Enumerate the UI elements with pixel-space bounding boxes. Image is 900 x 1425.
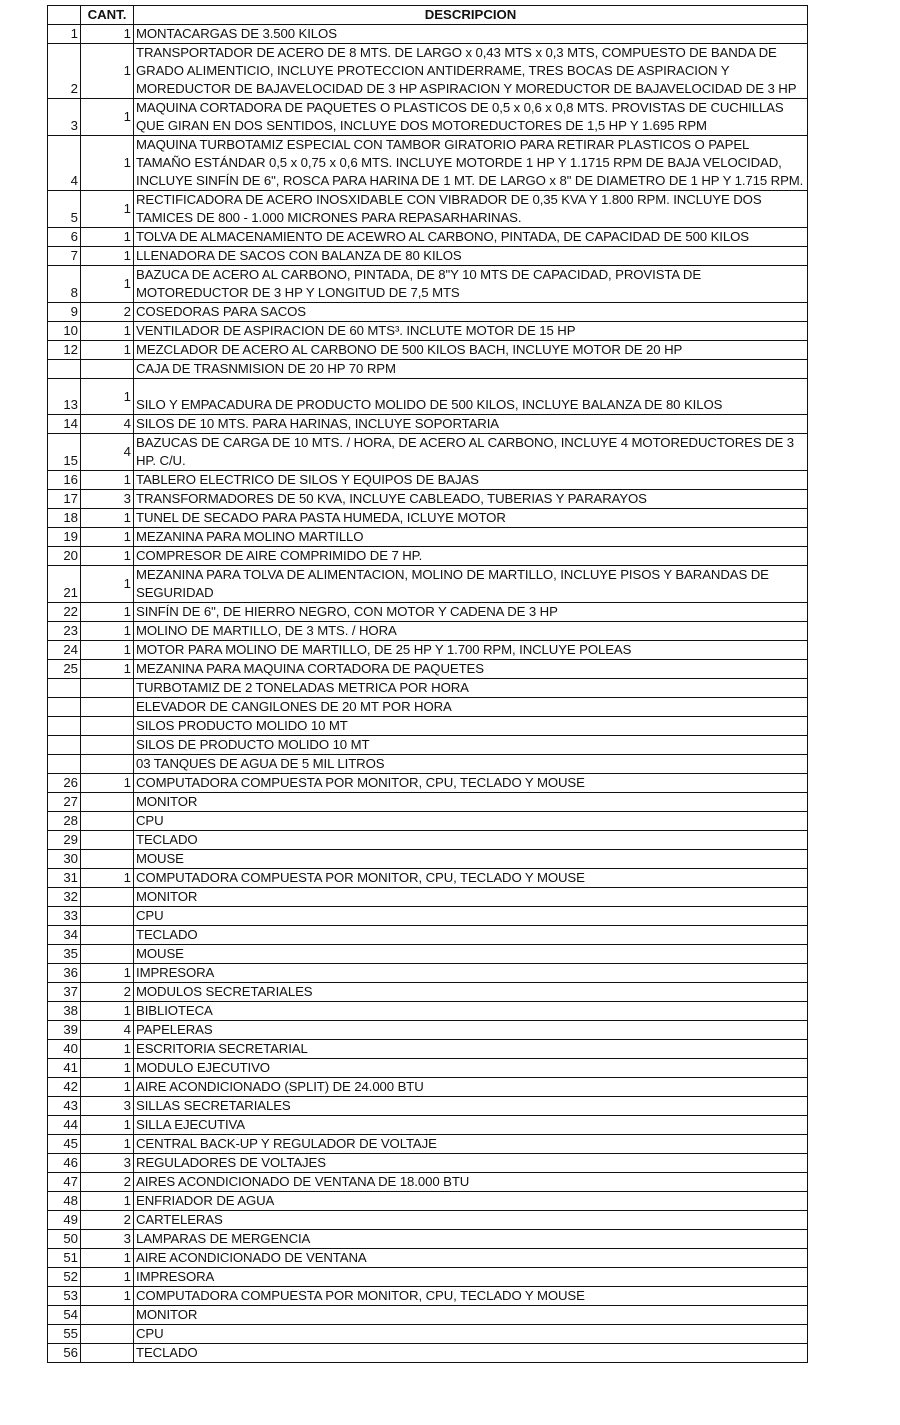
row-description: LAMPARAS DE MERGENCIA — [134, 1230, 808, 1249]
table-row — [48, 1173, 808, 1192]
header-num — [48, 6, 81, 25]
table-row — [48, 869, 808, 888]
row-description: SILLAS SECRETARIALES — [134, 1097, 808, 1116]
row-description: TURBOTAMIZ DE 2 TONELADAS METRICA POR HORA — [134, 679, 808, 698]
row-quantity: 1 — [81, 136, 134, 191]
row-number: 40 — [48, 1040, 81, 1059]
table-row — [48, 603, 808, 622]
row-description: TOLVA DE ALMACENAMIENTO DE ACEWRO AL CARBONO, PINTADA, DE CAPACIDAD DE 500 KILOS — [134, 228, 808, 247]
table-row — [48, 964, 808, 983]
table-row — [48, 774, 808, 793]
row-number: 32 — [48, 888, 81, 907]
row-quantity: 1 — [81, 25, 134, 44]
row-description: REGULADORES DE VOLTAJES — [134, 1154, 808, 1173]
row-description: MODULOS SECRETARIALES — [134, 983, 808, 1002]
row-quantity: 1 — [81, 566, 134, 603]
row-quantity — [81, 812, 134, 831]
row-number — [48, 736, 81, 755]
row-number: 23 — [48, 622, 81, 641]
row-number: 4 — [48, 136, 81, 191]
row-description: TECLADO — [134, 926, 808, 945]
row-number: 30 — [48, 850, 81, 869]
row-number: 18 — [48, 509, 81, 528]
table-row — [48, 755, 808, 774]
row-number: 49 — [48, 1211, 81, 1230]
row-number — [48, 679, 81, 698]
row-quantity — [81, 755, 134, 774]
table-row — [48, 698, 808, 717]
row-description: LLENADORA DE SACOS CON BALANZA DE 80 KILOS — [134, 247, 808, 266]
table-row — [48, 566, 808, 603]
row-number: 27 — [48, 793, 81, 812]
row-description: MONITOR — [134, 888, 808, 907]
row-quantity: 4 — [81, 434, 134, 471]
table-row — [48, 99, 808, 136]
row-quantity: 1 — [81, 509, 134, 528]
row-description: ELEVADOR DE CANGILONES DE 20 MT POR HORA — [134, 698, 808, 717]
row-description: AIRE ACONDICIONADO (SPLIT) DE 24.000 BTU — [134, 1078, 808, 1097]
table-row — [48, 1287, 808, 1306]
row-number: 24 — [48, 641, 81, 660]
row-quantity: 1 — [81, 641, 134, 660]
row-description: RECTIFICADORA DE ACERO INOSXIDABLE CON VIBRADOR DE 0,35 KVA Y 1.800 RPM. INCLUYE DOS TAMICES DE 800 - 1.000 MICRONES PARA REPASARHARINAS. — [134, 191, 808, 228]
table-row — [48, 1002, 808, 1021]
table-row — [48, 1021, 808, 1040]
row-description: MEZANINA PARA MOLINO MARTILLO — [134, 528, 808, 547]
row-quantity: 2 — [81, 303, 134, 322]
row-quantity: 1 — [81, 471, 134, 490]
row-number: 10 — [48, 322, 81, 341]
row-quantity: 1 — [81, 869, 134, 888]
row-description: CPU — [134, 1325, 808, 1344]
row-description: BAZUCA DE ACERO AL CARBONO, PINTADA, DE 8"Y 10 MTS DE CAPACIDAD, PROVISTA DE MOTOREDUCTOR DE 3 HP Y LONGITUD DE 7,5 MTS — [134, 266, 808, 303]
row-description: IMPRESORA — [134, 964, 808, 983]
row-description: AIRES ACONDICIONADO DE VENTANA DE 18.000 BTU — [134, 1173, 808, 1192]
row-description: MAQUINA TURBOTAMIZ ESPECIAL CON TAMBOR GIRATORIO PARA RETIRAR PLASTICOS O PAPEL TAMAÑO ESTÁNDAR 0,5 x 0,75 x 0,6 MTS. INCLUYE MOTORDE 1 HP Y 1.1715 RPM DE BAJA VELOCIDAD, INCLUYE SINFÍN DE 6", ROSCA PARA HARINA DE 1 MT. DE LARGO x 8" DE DIAMETRO DE 1 HP Y 1.715 RPM. — [134, 136, 808, 191]
row-description: ESCRITORIA SECRETARIAL — [134, 1040, 808, 1059]
table-row — [48, 1097, 808, 1116]
table-row — [48, 926, 808, 945]
row-quantity: 1 — [81, 44, 134, 99]
row-description: TRANSPORTADOR DE ACERO DE 8 MTS. DE LARGO x 0,43 MTS x 0,3 MTS, COMPUESTO DE BANDA DE GRADO ALIMENTICIO, INCLUYE PROTECCION ANTIDERRAME, TRES BOCAS DE ASPIRACION Y MOREDUCTOR DE BAJAVELOCIDAD DE 3 HP ASPIRACION Y MOREDUCTOR DE BAJAVELOCIDAD DE 3 HP — [134, 44, 808, 99]
table-row — [48, 1192, 808, 1211]
table-row — [48, 1230, 808, 1249]
table-row — [48, 812, 808, 831]
row-description: COMPRESOR DE AIRE COMPRIMIDO DE 7 HP. — [134, 547, 808, 566]
row-number: 14 — [48, 415, 81, 434]
row-description: SILOS DE PRODUCTO MOLIDO 10 MT — [134, 736, 808, 755]
row-number: 3 — [48, 99, 81, 136]
table-row — [48, 736, 808, 755]
row-number: 33 — [48, 907, 81, 926]
row-quantity: 4 — [81, 415, 134, 434]
row-quantity: 3 — [81, 1154, 134, 1173]
row-number: 5 — [48, 191, 81, 228]
row-number: 51 — [48, 1249, 81, 1268]
table-row — [48, 303, 808, 322]
row-quantity — [81, 736, 134, 755]
row-number: 54 — [48, 1306, 81, 1325]
table-row — [48, 888, 808, 907]
row-quantity: 1 — [81, 322, 134, 341]
row-description: SILOS DE 10 MTS. PARA HARINAS, INCLUYE SOPORTARIA — [134, 415, 808, 434]
row-number: 41 — [48, 1059, 81, 1078]
table-row — [48, 44, 808, 99]
row-description: MEZCLADOR DE ACERO AL CARBONO DE 500 KILOS BACH, INCLUYE MOTOR DE 20 HP — [134, 341, 808, 360]
row-number: 45 — [48, 1135, 81, 1154]
table-row — [48, 1059, 808, 1078]
row-number: 43 — [48, 1097, 81, 1116]
row-number: 17 — [48, 490, 81, 509]
table-row — [48, 1306, 808, 1325]
table-row — [48, 228, 808, 247]
row-description: CPU — [134, 812, 808, 831]
table-row — [48, 322, 808, 341]
row-quantity — [81, 850, 134, 869]
row-quantity: 1 — [81, 1268, 134, 1287]
row-description: IMPRESORA — [134, 1268, 808, 1287]
row-quantity — [81, 679, 134, 698]
row-number: 53 — [48, 1287, 81, 1306]
row-description: SILLA EJECUTIVA — [134, 1116, 808, 1135]
row-quantity — [81, 717, 134, 736]
row-number: 46 — [48, 1154, 81, 1173]
row-number: 21 — [48, 566, 81, 603]
row-number: 7 — [48, 247, 81, 266]
row-number: 31 — [48, 869, 81, 888]
row-number: 19 — [48, 528, 81, 547]
table-row — [48, 717, 808, 736]
row-quantity — [81, 888, 134, 907]
row-description: CPU — [134, 907, 808, 926]
table-row — [48, 471, 808, 490]
row-number: 36 — [48, 964, 81, 983]
row-description: MONITOR — [134, 793, 808, 812]
table-row — [48, 490, 808, 509]
table-row — [48, 1154, 808, 1173]
row-description: MOUSE — [134, 945, 808, 964]
row-quantity: 1 — [81, 774, 134, 793]
table-row — [48, 945, 808, 964]
row-quantity — [81, 945, 134, 964]
row-description: TABLERO ELECTRICO DE SILOS Y EQUIPOS DE BAJAS — [134, 471, 808, 490]
row-quantity: 1 — [81, 528, 134, 547]
row-number — [48, 755, 81, 774]
table-row — [48, 831, 808, 850]
row-quantity: 4 — [81, 1021, 134, 1040]
row-quantity — [81, 1325, 134, 1344]
row-quantity: 1 — [81, 1249, 134, 1268]
row-quantity: 1 — [81, 1116, 134, 1135]
row-description: TECLADO — [134, 831, 808, 850]
row-quantity: 1 — [81, 1135, 134, 1154]
header-row — [48, 6, 808, 25]
inventory-table — [47, 5, 808, 1363]
row-quantity — [81, 793, 134, 812]
table-row — [48, 1211, 808, 1230]
row-description: MEZANINA PARA MAQUINA CORTADORA DE PAQUETES — [134, 660, 808, 679]
row-number — [48, 717, 81, 736]
row-quantity: 1 — [81, 622, 134, 641]
row-quantity: 3 — [81, 1097, 134, 1116]
row-number: 48 — [48, 1192, 81, 1211]
row-number: 47 — [48, 1173, 81, 1192]
row-number: 28 — [48, 812, 81, 831]
row-quantity: 1 — [81, 191, 134, 228]
table-row — [48, 1135, 808, 1154]
row-description: PAPELERAS — [134, 1021, 808, 1040]
table-row — [48, 1078, 808, 1097]
row-number — [48, 698, 81, 717]
row-description: CENTRAL BACK-UP Y REGULADOR DE VOLTAJE — [134, 1135, 808, 1154]
row-number: 38 — [48, 1002, 81, 1021]
row-description: AIRE ACONDICIONADO DE VENTANA — [134, 1249, 808, 1268]
header-descripcion: DESCRIPCION — [134, 6, 808, 25]
row-number: 13 — [48, 379, 81, 415]
row-number: 9 — [48, 303, 81, 322]
row-quantity — [81, 907, 134, 926]
row-quantity: 1 — [81, 1078, 134, 1097]
row-description: MEZANINA PARA TOLVA DE ALIMENTACION, MOLINO DE MARTILLO, INCLUYE PISOS Y BARANDAS DE SEGURIDAD — [134, 566, 808, 603]
row-quantity: 1 — [81, 1192, 134, 1211]
row-quantity: 2 — [81, 1173, 134, 1192]
row-number: 20 — [48, 547, 81, 566]
row-quantity — [81, 831, 134, 850]
row-number: 44 — [48, 1116, 81, 1135]
row-quantity: 2 — [81, 1211, 134, 1230]
row-quantity: 1 — [81, 547, 134, 566]
row-quantity: 3 — [81, 1230, 134, 1249]
row-description: TUNEL DE SECADO PARA PASTA HUMEDA, ICLUYE MOTOR — [134, 509, 808, 528]
table-row — [48, 1116, 808, 1135]
row-description: COMPUTADORA COMPUESTA POR MONITOR, CPU, TECLADO Y MOUSE — [134, 1287, 808, 1306]
row-description: 03 TANQUES DE AGUA DE 5 MIL LITROS — [134, 755, 808, 774]
row-number: 16 — [48, 471, 81, 490]
row-description: TRANSFORMADORES DE 50 KVA, INCLUYE CABLEADO, TUBERIAS Y PARARAYOS — [134, 490, 808, 509]
table-row — [48, 360, 808, 379]
table-row — [48, 1040, 808, 1059]
table-row — [48, 641, 808, 660]
row-description: MONTACARGAS DE 3.500 KILOS — [134, 25, 808, 44]
row-number: 50 — [48, 1230, 81, 1249]
row-number: 22 — [48, 603, 81, 622]
row-quantity: 1 — [81, 964, 134, 983]
row-description: MONITOR — [134, 1306, 808, 1325]
row-number — [48, 360, 81, 379]
row-description: SILOS PRODUCTO MOLIDO 10 MT — [134, 717, 808, 736]
row-description: COMPUTADORA COMPUESTA POR MONITOR, CPU, TECLADO Y MOUSE — [134, 869, 808, 888]
row-description: MAQUINA CORTADORA DE PAQUETES O PLASTICOS DE 0,5 x 0,6 x 0,8 MTS. PROVISTAS DE CUCHILLAS QUE GIRAN EN DOS SENTIDOS, INCLUYE DOS MOTOREDUCTORES DE 1,5 HP Y 1.695 RPM — [134, 99, 808, 136]
row-description: CAJA DE TRASNMISION DE 20 HP 70 RPM — [134, 360, 808, 379]
table-row — [48, 983, 808, 1002]
row-quantity — [81, 926, 134, 945]
table-row — [48, 907, 808, 926]
table-row — [48, 660, 808, 679]
row-quantity — [81, 1306, 134, 1325]
row-number: 35 — [48, 945, 81, 964]
row-quantity: 1 — [81, 1040, 134, 1059]
row-description: ENFRIADOR DE AGUA — [134, 1192, 808, 1211]
table-row — [48, 528, 808, 547]
row-number: 39 — [48, 1021, 81, 1040]
table-row — [48, 547, 808, 566]
row-quantity — [81, 1344, 134, 1363]
table-row — [48, 509, 808, 528]
row-quantity: 3 — [81, 490, 134, 509]
row-number: 2 — [48, 44, 81, 99]
row-number: 1 — [48, 25, 81, 44]
row-number: 26 — [48, 774, 81, 793]
row-description: CARTELERAS — [134, 1211, 808, 1230]
row-quantity: 1 — [81, 228, 134, 247]
row-number: 12 — [48, 341, 81, 360]
row-description: MOLINO DE MARTILLO, DE 3 MTS. / HORA — [134, 622, 808, 641]
row-quantity: 1 — [81, 1059, 134, 1078]
table-row — [48, 341, 808, 360]
row-number: 25 — [48, 660, 81, 679]
table-row — [48, 850, 808, 869]
row-quantity: 1 — [81, 1002, 134, 1021]
row-number: 15 — [48, 434, 81, 471]
row-quantity: 1 — [81, 379, 134, 415]
row-number: 37 — [48, 983, 81, 1002]
row-quantity: 1 — [81, 660, 134, 679]
row-number: 8 — [48, 266, 81, 303]
table-row — [48, 1325, 808, 1344]
row-number: 34 — [48, 926, 81, 945]
row-quantity: 2 — [81, 983, 134, 1002]
row-number: 42 — [48, 1078, 81, 1097]
table-row — [48, 379, 808, 415]
table-row — [48, 1249, 808, 1268]
row-description: MOTOR PARA MOLINO DE MARTILLO, DE 25 HP Y 1.700 RPM, INCLUYE POLEAS — [134, 641, 808, 660]
row-number: 29 — [48, 831, 81, 850]
table-row — [48, 136, 808, 191]
row-description: MOUSE — [134, 850, 808, 869]
table-row — [48, 793, 808, 812]
row-number: 6 — [48, 228, 81, 247]
table-row — [48, 1344, 808, 1363]
row-number: 52 — [48, 1268, 81, 1287]
row-description: TECLADO — [134, 1344, 808, 1363]
row-description: SINFÍN DE 6", DE HIERRO NEGRO, CON MOTOR Y CADENA DE 3 HP — [134, 603, 808, 622]
table-row — [48, 1268, 808, 1287]
row-description: BAZUCAS DE CARGA DE 10 MTS. / HORA, DE ACERO AL CARBONO, INCLUYE 4 MOTOREDUCTORES DE 3 HP. C/U. — [134, 434, 808, 471]
row-description: BIBLIOTECA — [134, 1002, 808, 1021]
row-quantity: 1 — [81, 99, 134, 136]
row-description: COSEDORAS PARA SACOS — [134, 303, 808, 322]
row-quantity — [81, 698, 134, 717]
table-row — [48, 415, 808, 434]
table-row — [48, 679, 808, 698]
row-description: SILO Y EMPACADURA DE PRODUCTO MOLIDO DE 500 KILOS, INCLUYE BALANZA DE 80 KILOS — [134, 379, 808, 415]
row-quantity: 1 — [81, 603, 134, 622]
table-row — [48, 434, 808, 471]
row-quantity: 1 — [81, 266, 134, 303]
table-row — [48, 247, 808, 266]
table-body — [48, 25, 808, 1363]
header-cant: CANT. — [81, 6, 134, 25]
table-row — [48, 191, 808, 228]
row-number: 56 — [48, 1344, 81, 1363]
table-row — [48, 622, 808, 641]
row-number: 55 — [48, 1325, 81, 1344]
row-quantity: 1 — [81, 341, 134, 360]
table-row — [48, 25, 808, 44]
table-row — [48, 266, 808, 303]
row-quantity: 1 — [81, 1287, 134, 1306]
row-description: VENTILADOR DE ASPIRACION DE 60 MTS³. INCLUTE MOTOR DE 15 HP — [134, 322, 808, 341]
row-description: MODULO EJECUTIVO — [134, 1059, 808, 1078]
row-quantity — [81, 360, 134, 379]
row-description: COMPUTADORA COMPUESTA POR MONITOR, CPU, TECLADO Y MOUSE — [134, 774, 808, 793]
row-quantity: 1 — [81, 247, 134, 266]
